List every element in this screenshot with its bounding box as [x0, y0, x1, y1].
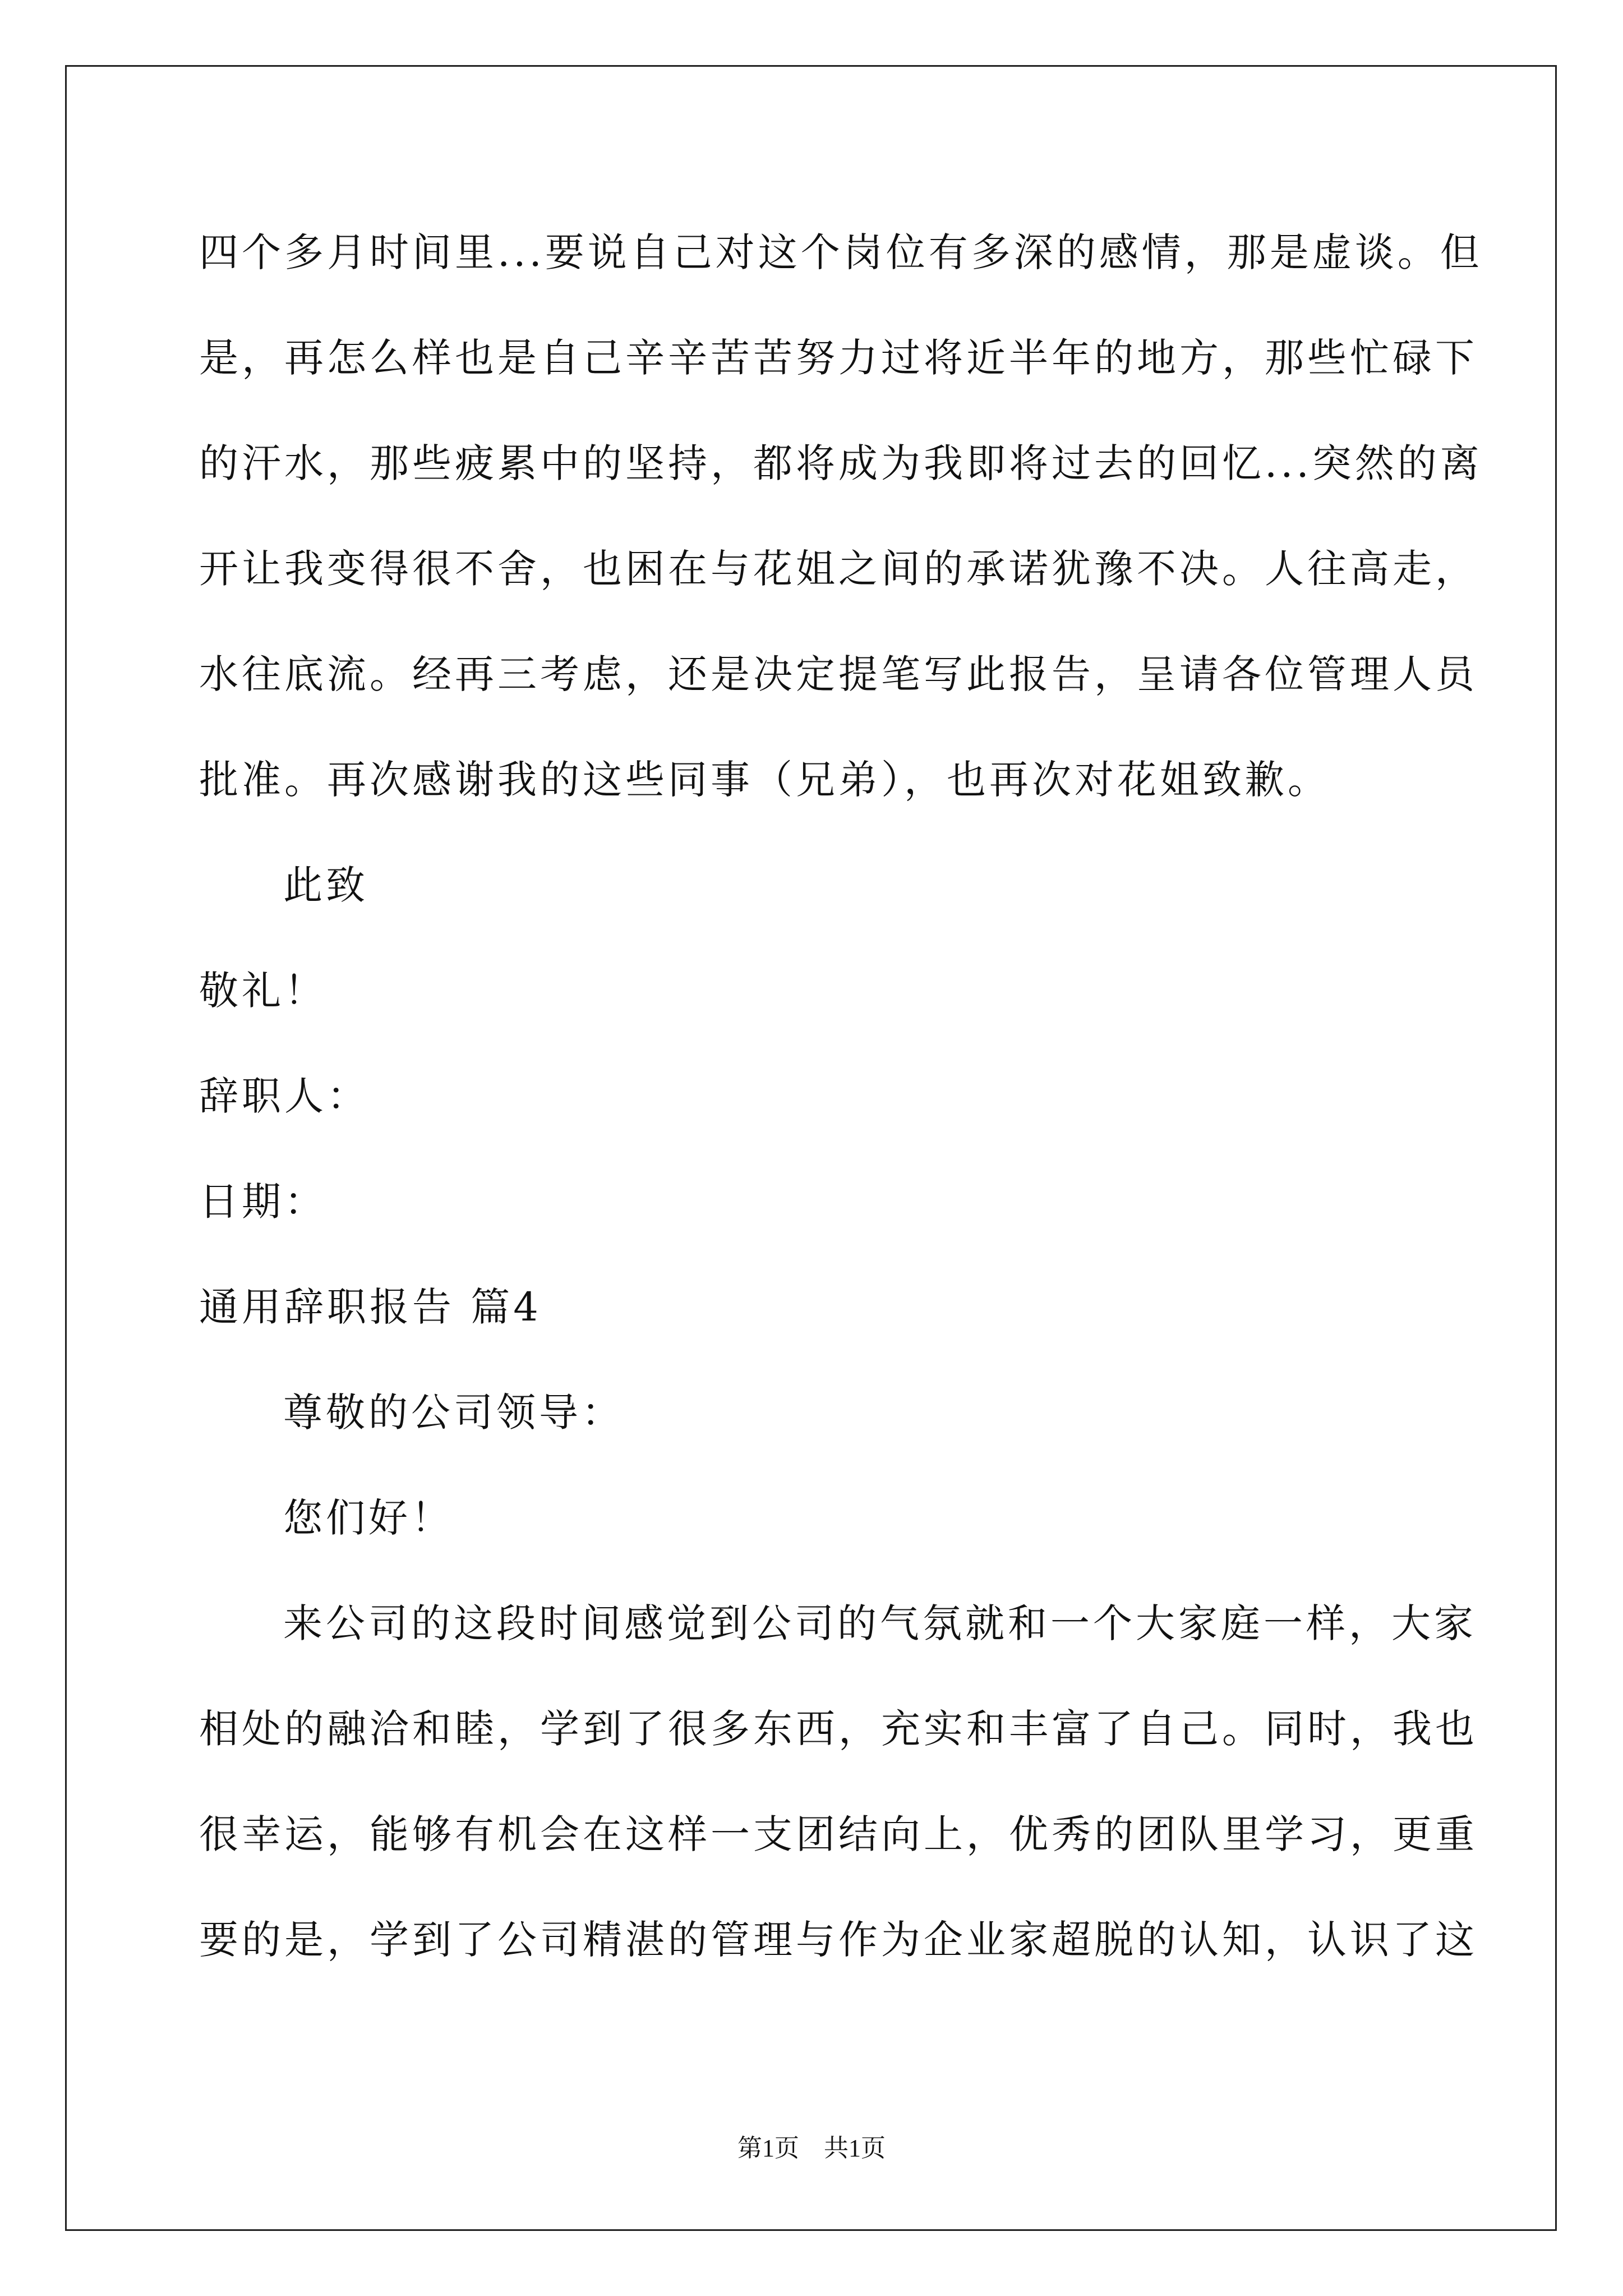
paragraph-line: 要的是，学到了公司精湛的管理与作为企业家超脱的认知，认识了这	[199, 1917, 1478, 1963]
hello-text: 您们好！	[283, 1495, 454, 1541]
paragraph-line: 四个多月时间里...要说自己对这个岗位有多深的感情，那是虚谈。但	[199, 229, 1483, 275]
closing-text: 此致	[283, 862, 368, 908]
resigner-label: 辞职人：	[199, 1073, 370, 1119]
paragraph-line: 批准。再次感谢我的这些同事（兄弟），也再次对花姐致歉。	[199, 757, 1330, 803]
paragraph-line: 的汗水，那些疲累中的坚持，都将成为我即将过去的回忆...突然的离	[199, 440, 1483, 486]
page-border	[65, 65, 1557, 2231]
paragraph-line: 水往底流。经再三考虑，还是决定提笔写此报告，呈请各位管理人员	[199, 651, 1478, 697]
paragraph-line: 开让我变得很不舍，也困在与花姐之间的承诺犹豫不决。人往高走，	[199, 546, 1478, 592]
paragraph-line: 来公司的这段时间感觉到公司的气氛就和一个大家庭一样，大家	[283, 1600, 1477, 1646]
greeting-text: 尊敬的公司领导：	[283, 1389, 624, 1435]
page-footer: 第1页 共1页	[737, 2134, 886, 2162]
paragraph-line: 是，再怎么样也是自己辛辛苦苦努力过将近半年的地方，那些忙碌下	[199, 335, 1478, 381]
salute-text: 敬礼！	[199, 968, 327, 1014]
paragraph-line: 相处的融洽和睦，学到了很多东西，充实和丰富了自己。同时，我也	[199, 1706, 1478, 1752]
section-title: 通用辞职报告 篇4	[199, 1284, 542, 1330]
paragraph-line: 很幸运，能够有机会在这样一支团结向上，优秀的团队里学习，更重	[199, 1811, 1478, 1857]
date-label: 日期：	[199, 1179, 327, 1225]
